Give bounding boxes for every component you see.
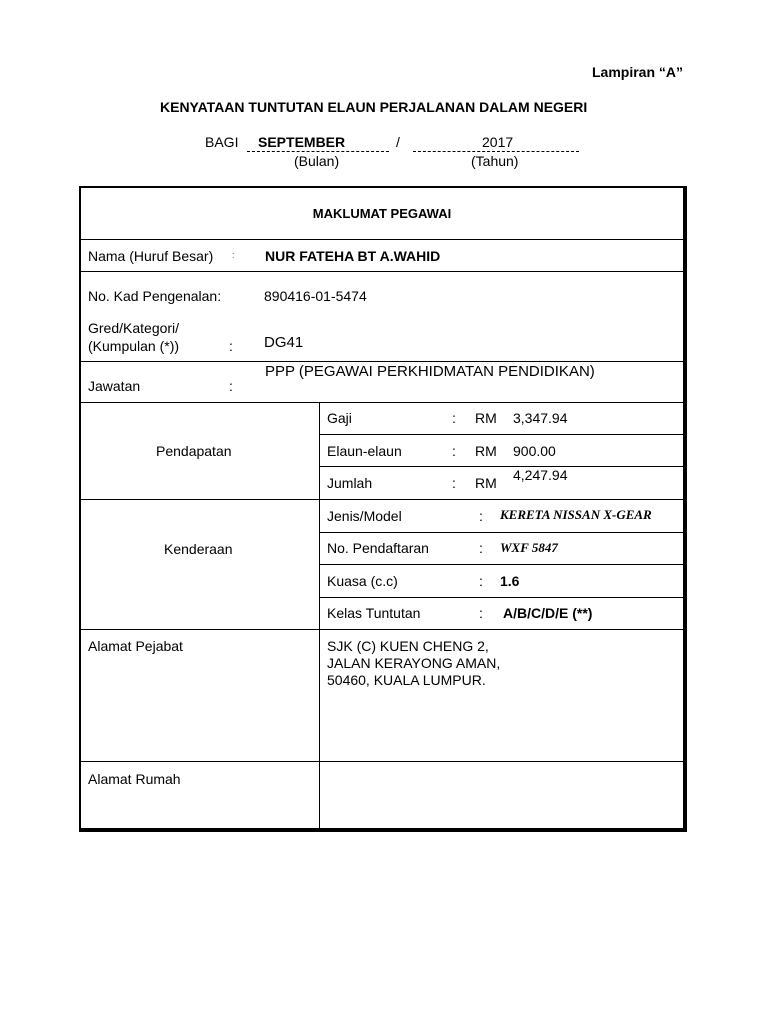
row-divider <box>81 271 683 272</box>
kuasa-colon: : <box>479 573 483 589</box>
alamat-pejabat-line: JALAN KERAYONG AMAN, <box>327 655 501 671</box>
row-divider <box>320 564 683 565</box>
gred-label-line1: Gred/Kategori/ <box>88 320 180 336</box>
nama-colon: : <box>232 250 235 260</box>
gaji-colon: : <box>452 410 456 426</box>
gred-value: DG41 <box>264 334 304 351</box>
nama-label: Nama (Huruf Besar) <box>88 248 214 264</box>
kelas-tuntutan-label: Kelas Tuntutan <box>327 605 421 621</box>
jawatan-colon: : <box>229 378 233 394</box>
elaun-colon: : <box>452 443 456 459</box>
elaun-value: 900.00 <box>513 443 556 459</box>
column-divider <box>319 402 320 828</box>
no-pendaftaran-value: WXF 5847 <box>500 540 558 555</box>
row-divider <box>81 361 683 362</box>
jawatan-label: Jawatan <box>88 378 141 394</box>
jumlah-currency: RM <box>475 475 497 491</box>
kad-value: 890416-01-5474 <box>264 288 367 304</box>
alamat-pejabat-value <box>327 638 500 689</box>
month-dotted-line <box>247 151 389 152</box>
section-header: MAKLUMAT PEGAWAI <box>312 206 452 221</box>
jumlah-colon: : <box>452 475 456 491</box>
bagi-label: BAGI <box>205 134 239 150</box>
row-divider <box>81 239 683 240</box>
gred-label-line2: (Kumpulan (*)) <box>88 338 180 354</box>
alamat-pejabat-label: Alamat Pejabat <box>88 638 183 654</box>
row-divider <box>81 761 683 762</box>
year-value: 2017 <box>482 134 514 150</box>
year-caption: (Tahun) <box>471 153 519 169</box>
jumlah-label: Jumlah <box>327 475 373 491</box>
alamat-rumah-label: Alamat Rumah <box>88 771 181 787</box>
no-pendaftaran-colon: : <box>479 540 483 556</box>
alamat-pejabat-line: SJK (C) KUEN CHENG 2, <box>327 638 489 654</box>
kenderaan-label: Kenderaan <box>164 541 233 557</box>
row-divider <box>81 499 683 500</box>
kelas-tuntutan-colon: : <box>479 605 483 621</box>
jenis-model-label: Jenis/Model <box>327 508 402 524</box>
kad-label: No. Kad Pengenalan: <box>88 288 222 304</box>
alamat-pejabat-line: 50460, KUALA LUMPUR. <box>327 672 486 688</box>
gaji-value: 3,347.94 <box>513 410 568 426</box>
jenis-model-value: KERETA NISSAN X-GEAR <box>500 507 652 522</box>
gaji-currency: RM <box>475 410 497 426</box>
kelas-tuntutan-value: A/B/C/D/E (**) <box>503 605 593 621</box>
month-caption: (Bulan) <box>294 153 340 169</box>
year-dotted-line <box>413 151 579 152</box>
row-divider <box>320 466 683 467</box>
elaun-currency: RM <box>475 443 497 459</box>
row-divider <box>81 402 683 403</box>
lampiran-label: Lampiran “A” <box>592 64 684 80</box>
pendapatan-label: Pendapatan <box>156 443 232 459</box>
jumlah-value: 4,247.94 <box>513 467 568 483</box>
month-value: SEPTEMBER <box>258 134 346 150</box>
kuasa-label: Kuasa (c.c) <box>327 573 398 589</box>
row-divider <box>320 434 683 435</box>
elaun-label: Elaun-elaun <box>327 443 402 459</box>
gred-colon: : <box>229 338 233 354</box>
document-title: KENYATAAN TUNTUTAN ELAUN PERJALANAN DALAM NEGERI <box>160 99 588 115</box>
jenis-model-colon: : <box>479 508 483 524</box>
row-divider <box>320 532 683 533</box>
no-pendaftaran-label: No. Pendaftaran <box>327 540 429 556</box>
row-divider <box>320 597 683 598</box>
kuasa-value: 1.6 <box>500 573 520 589</box>
jawatan-value: PPP (PEGAWAI PERKHIDMATAN PENDIDIKAN) <box>265 363 595 380</box>
gaji-label: Gaji <box>327 410 352 426</box>
nama-value: NUR FATEHA BT A.WAHID <box>265 248 441 264</box>
row-divider <box>81 629 683 630</box>
period-slash: / <box>396 134 400 150</box>
